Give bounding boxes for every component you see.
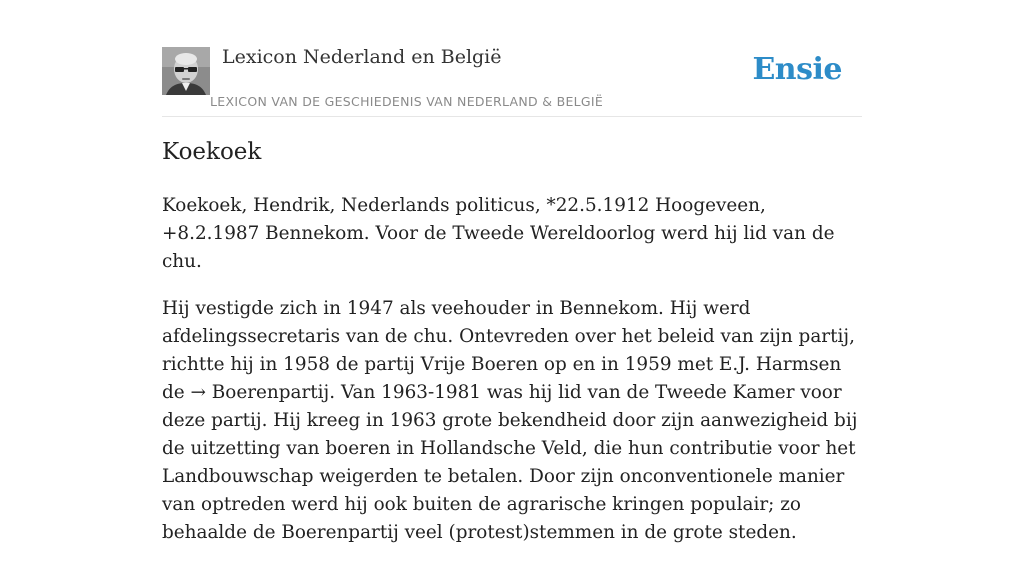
avatar[interactable] [162,47,210,95]
article-title: Koekoek [162,139,262,165]
site-name[interactable]: Lexicon Nederland en België [222,46,502,68]
site-header [162,44,862,117]
article-body [162,192,866,566]
site-subtitle[interactable]: LEXICON VAN DE GESCHIEDENIS VAN NEDERLAND & BELGIË [210,94,604,109]
brand-logo[interactable]: Ensie [752,52,842,87]
paragraph-main: Hij vestigde zich in 1947 als veehouder in Bennekom. Hij werd afdelingssecretaris van de chu. Ontevreden over het beleid van zijn partij, richtte hij in 1958 de partij Vrije Boeren op en in 1959 met E.J. Harmsen de → Boerenpartij. Van 1963-1981 was hij lid van de Tweede Kamer voor deze partij. Hij kreeg in 1963 grote bekendheid door zijn aanwezigheid bij de uitzetting van boeren in Hollandsche Veld, die hun contributie voor het Landbouwschap weigerden te betalen. Door zijn onconventionele manier van optreden werd hij ook buiten de agrarische kringen populair; zo behaalde de Boerenpartij veel (protest)stemmen in de grote steden. [162,298,858,543]
paragraph-intro: Koekoek, Hendrik, Nederlands politicus, *22.5.1912 Hoogeveen, +8.2.1987 Bennekom. Voor de Tweede Wereldoorlog werd hij lid van de chu. [162,195,835,272]
person-portrait-icon [162,47,210,95]
